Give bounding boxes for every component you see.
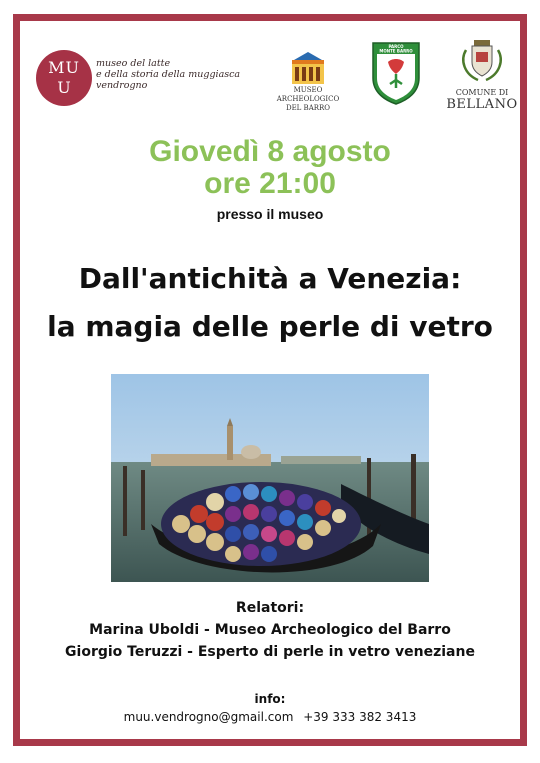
contact-phone[interactable]: +39 333 382 3413 xyxy=(303,710,417,724)
speaker-item: Giorgio Teruzzi - Esperto di perle in vetro veneziane xyxy=(65,644,475,660)
bellano-small-text: COMUNE DI xyxy=(455,88,509,97)
info-contacts xyxy=(0,710,540,724)
muu-text-line: vendrogno xyxy=(96,80,148,91)
comune-bellano-crest-icon xyxy=(456,38,508,86)
muu-logo-text xyxy=(96,58,240,91)
event-date: Giovedì 8 agosto xyxy=(149,135,391,168)
venice-glass-beads-photo xyxy=(111,374,429,582)
event-title-line1: Dall'antichità a Venezia: xyxy=(78,262,462,295)
museo-barro-text xyxy=(262,86,354,113)
event-time: ore 21:00 xyxy=(204,167,336,200)
event-title-line2: la magia delle perle di vetro xyxy=(47,310,493,343)
glass-beads-pile xyxy=(161,482,361,566)
comune-bellano-text xyxy=(446,88,518,112)
muu-logo-line1: MU xyxy=(48,58,80,77)
parco-label-2: MONTE BARRO xyxy=(379,48,413,54)
barro-text-line: MUSEO ARCHEOLOGICO xyxy=(276,86,340,103)
info-heading: info: xyxy=(254,692,286,706)
parco-label-1: PARCO xyxy=(388,44,404,49)
muu-text-line: e della storia della muggiasca xyxy=(96,69,241,80)
muu-logo-line2: U xyxy=(57,78,71,97)
muu-text-line: museo del latte xyxy=(96,58,171,69)
event-place: presso il museo xyxy=(216,206,324,222)
muu-logo xyxy=(36,50,92,106)
speaker-item: Marina Uboldi - Museo Archeologico del Barro xyxy=(89,622,451,638)
speakers-heading: Relatori: xyxy=(235,600,305,616)
barro-text-line: DEL BARRO xyxy=(285,104,331,112)
bellano-big-text: BELLANO xyxy=(446,97,518,112)
parco-monte-barro-shield-icon xyxy=(370,40,422,106)
contact-email[interactable]: muu.vendrogno@gmail.com xyxy=(123,710,294,724)
